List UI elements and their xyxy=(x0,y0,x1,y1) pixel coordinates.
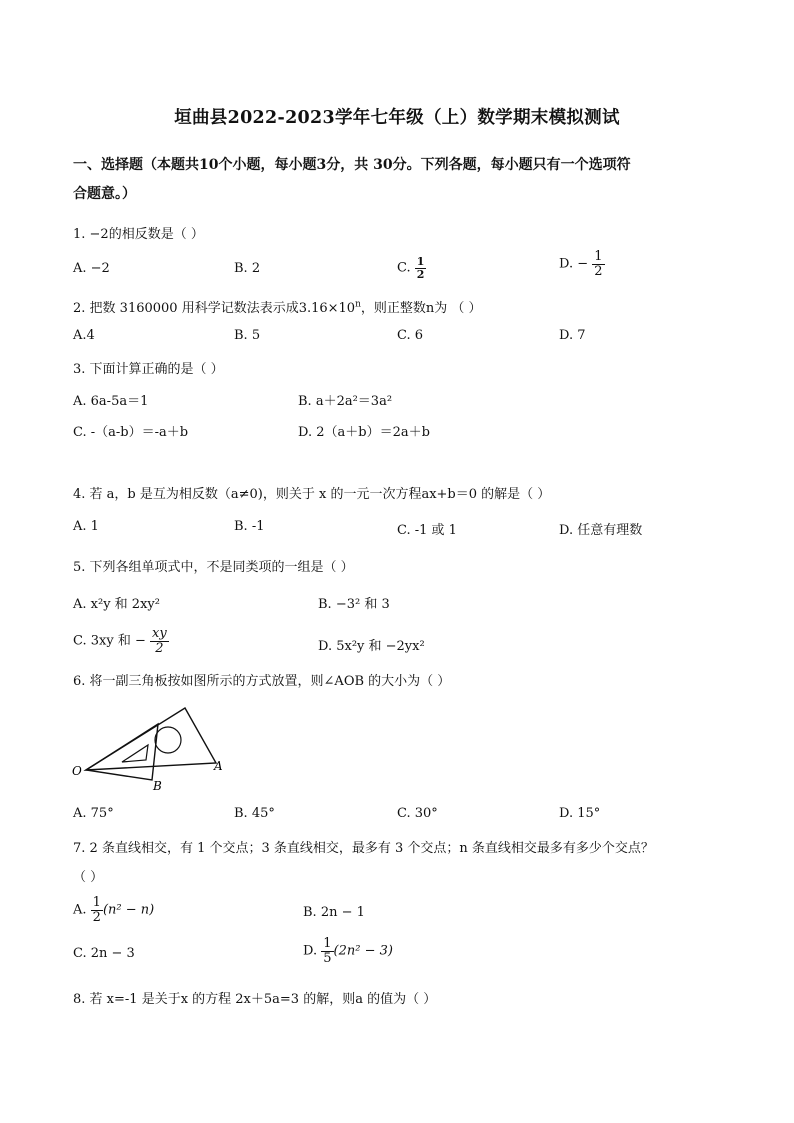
question-4-stem: 4. 若 a，b 是互为相反数（a≠0)，则关于 x 的一元一次方程ax+b＝0 的解是（ ） xyxy=(73,487,551,502)
triangle-figure xyxy=(70,700,230,795)
q1-option-c xyxy=(397,256,426,280)
q2-stem-mid: 3.16×10 xyxy=(298,301,356,316)
q2-stem-pre: 2. 把数 3160000 用科学记数法表示成 xyxy=(73,301,299,316)
q1-option-a: A. −2 xyxy=(73,261,110,276)
question-7-stem-paren: （ ） xyxy=(73,870,104,885)
point-label-a: A xyxy=(214,759,223,773)
q7-option-c: C. 2n − 3 xyxy=(73,946,135,961)
q3-option-a: A. 6a-5a＝1 xyxy=(73,394,149,409)
question-7-stem: 7. 2 条直线相交，有 1 个交点；3 条直线相交，最多有 3 个交点；n 条直线相交最多有多少个交点？ xyxy=(73,841,654,856)
fraction-numerator: 1 xyxy=(594,249,603,264)
fraction-numerator: 1 xyxy=(416,255,425,268)
q7-option-d xyxy=(303,937,393,965)
q6-option-b: B. 45° xyxy=(234,806,275,821)
fraction-numerator: 1 xyxy=(323,936,332,951)
q7-option-a-label: A. xyxy=(73,902,91,918)
fraction-denominator: 2 xyxy=(92,909,101,925)
q1-option-b: B. 2 xyxy=(234,261,261,276)
inner-triangle-cutout xyxy=(122,745,148,762)
q7-option-a-fraction xyxy=(91,896,103,924)
section-heading-line2: 合题意。） xyxy=(73,186,136,202)
circle-cutout xyxy=(155,727,181,753)
q7-option-d-label: D. xyxy=(303,943,322,959)
section-heading-line1: 一、选择题（本题共10个小题，每小题3分，共 30分。下列各题，每小题只有一个选项符 xyxy=(73,157,631,173)
large-set-square xyxy=(86,708,216,770)
q4-option-b: B. -1 xyxy=(234,519,265,534)
question-6-stem: 6. 将一副三角板按如图所示的方式放置，则∠AOB 的大小为（ ） xyxy=(73,674,451,689)
q2-option-d: D. 7 xyxy=(559,328,586,343)
q6-option-d: D. 15° xyxy=(559,806,601,821)
q5-option-b: B. −3² 和 3 xyxy=(318,597,390,612)
q2-option-a: A.4 xyxy=(73,328,95,343)
q5-option-c xyxy=(73,627,169,655)
q5-option-d: D. 5x²y 和 −2yx² xyxy=(318,639,425,654)
q3-option-c: C. -（a-b）＝-a＋b xyxy=(73,425,189,440)
q4-option-d: D. 任意有理数 xyxy=(559,523,643,538)
q5-option-c-fraction xyxy=(150,627,169,655)
page-title: 垣曲县2022-2023学年七年级（上）数学期末模拟测试 xyxy=(174,108,620,128)
fraction-numerator: xy xyxy=(152,626,167,641)
point-label-b: B xyxy=(153,779,162,793)
q4-option-c: C. -1 或 1 xyxy=(397,523,457,538)
q7-option-d-expression: (2n² − 3) xyxy=(333,943,393,959)
fraction-denominator: 2 xyxy=(416,267,425,281)
q3-option-d: D. 2（a＋b）＝2a＋b xyxy=(298,425,430,440)
q4-option-a: A. 1 xyxy=(73,519,99,534)
q5-option-a: A. x²y 和 2xy² xyxy=(73,597,160,612)
fraction-numerator: 1 xyxy=(92,895,101,910)
q7-option-a xyxy=(73,896,154,924)
question-1-stem: 1. −2的相反数是（ ） xyxy=(73,227,204,242)
point-label-o: O xyxy=(72,764,82,778)
q2-option-b: B. 5 xyxy=(234,328,261,343)
q2-stem-post: ，则正整数n为 （ ） xyxy=(360,301,482,316)
q6-option-a: A. 75° xyxy=(73,806,114,821)
fraction-denominator: 2 xyxy=(594,263,603,279)
fraction-denominator: 5 xyxy=(323,950,332,966)
q5-option-c-label: C. 3xy 和 − xyxy=(73,633,146,649)
question-2-stem xyxy=(73,297,482,316)
q1-option-c-label: C. xyxy=(397,260,415,276)
q7-option-d-fraction xyxy=(321,937,333,965)
question-3-stem: 3. 下面计算正确的是（ ） xyxy=(73,362,224,377)
q1-option-c-fraction xyxy=(415,256,427,280)
q1-option-d-fraction xyxy=(592,250,604,278)
q7-option-b: B. 2n − 1 xyxy=(303,905,365,920)
q6-option-c: C. 30° xyxy=(397,806,438,821)
q1-option-d-label: D. − xyxy=(559,256,589,272)
q3-option-b: B. a＋2a²＝3a² xyxy=(298,394,393,409)
q1-option-d xyxy=(559,250,605,278)
question-8-stem: 8. 若 x=-1 是关于x 的方程 2x＋5a=3 的解，则a 的值为（ ） xyxy=(73,992,437,1007)
q7-option-a-expression: (n² − n) xyxy=(102,902,155,918)
question-5-stem: 5. 下列各组单项式中，不是同类项的一组是（ ） xyxy=(73,560,354,575)
q2-exponent: n xyxy=(355,299,361,310)
q2-option-c: C. 6 xyxy=(397,328,424,343)
fraction-denominator: 2 xyxy=(155,640,164,656)
